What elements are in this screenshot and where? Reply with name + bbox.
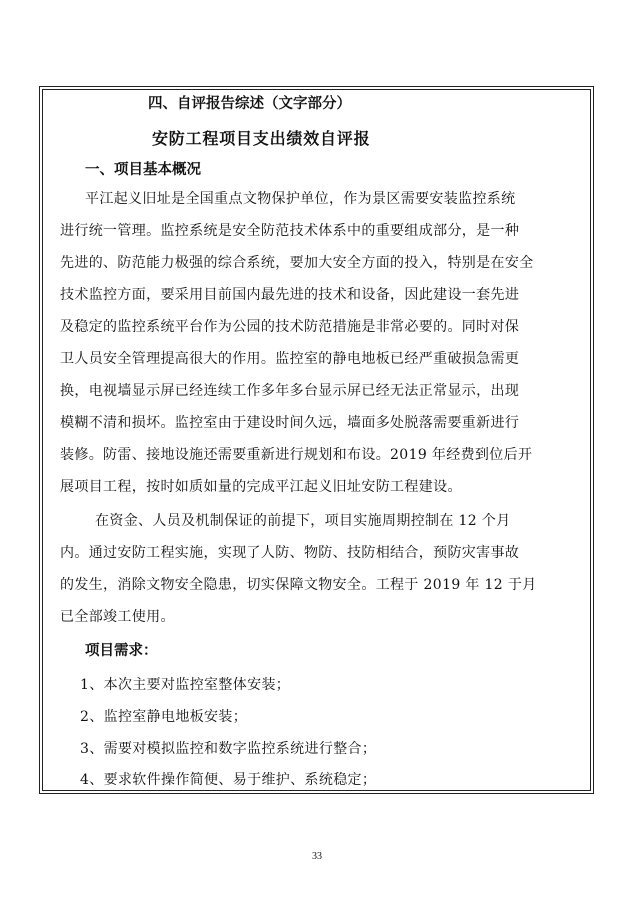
paragraph-1-line: 装修。防雷、接地设施还需要重新进行规划和布设。2019 年经费到位后开 xyxy=(60,447,533,463)
paragraph-1-line: 技术监控方面，要采用目前国内最先进的技术和设备，因此建设一套先进 xyxy=(60,287,520,303)
report-title: 安防工程项目支出绩效自评报 xyxy=(152,129,371,148)
section-title: 四、自评报告综述（文字部分） xyxy=(148,95,351,112)
paragraph-1-line: 展项目工程，按时如质如量的完成平江起义旧址安防工程建设。 xyxy=(60,479,462,495)
requirements-heading: 项目需求： xyxy=(85,642,158,659)
paragraph-2-line: 的发生，消除文物安全隐患，切实保障文物安全。工程于 2019 年 12 于月 xyxy=(60,577,537,593)
paragraph-2-line: 已全部竣工使用。 xyxy=(60,609,175,625)
requirement-item: 1、本次主要对监控室整体安装； xyxy=(80,677,291,693)
paragraph-1-line: 先进的、防范能力极强的综合系统，要加大安全方面的投入，特别是在安全 xyxy=(60,255,534,271)
requirement-item: 3、需要对模拟监控和数字监控系统进行整合； xyxy=(80,741,377,757)
paragraph-1-line: 及稳定的监控系统平台作为公园的技术防范措施是非常必要的。同时对保 xyxy=(60,319,520,335)
paragraph-1-line: 模糊不清和损坏。监控室由于建设时间久远，墙面多处脱落需要重新进行 xyxy=(60,415,520,431)
page-number: 33 xyxy=(312,851,322,862)
paragraph-1-line: 进行统一管理。监控系统是安全防范技术体系中的重要组成部分，是一种 xyxy=(60,223,520,239)
overview-heading: 一、项目基本概况 xyxy=(85,161,201,178)
paragraph-2-line: 内。通过安防工程实施，实现了人防、物防、技防相结合，预防灾害事故 xyxy=(60,545,520,561)
paragraph-2-line: 在资金、人员及机制保证的前提下，项目实施周期控制在 12 个月 xyxy=(95,513,511,529)
paragraph-1-line: 卫人员安全管理提高很大的作用。监控室的静电地板已经严重破损急需更 xyxy=(60,351,520,367)
requirement-item: 2、监控室静电地板安装； xyxy=(80,709,248,725)
paragraph-1-line: 平江起义旧址是全国重点文物保护单位，作为景区需要安装监控系统 xyxy=(85,191,516,207)
paragraph-1-line: 换，电视墙显示屏已经连续工作多年多台显示屏已经无法正常显示，出现 xyxy=(60,383,520,399)
requirement-item: 4、要求软件操作简便、易于维护、系统稳定； xyxy=(80,772,377,788)
